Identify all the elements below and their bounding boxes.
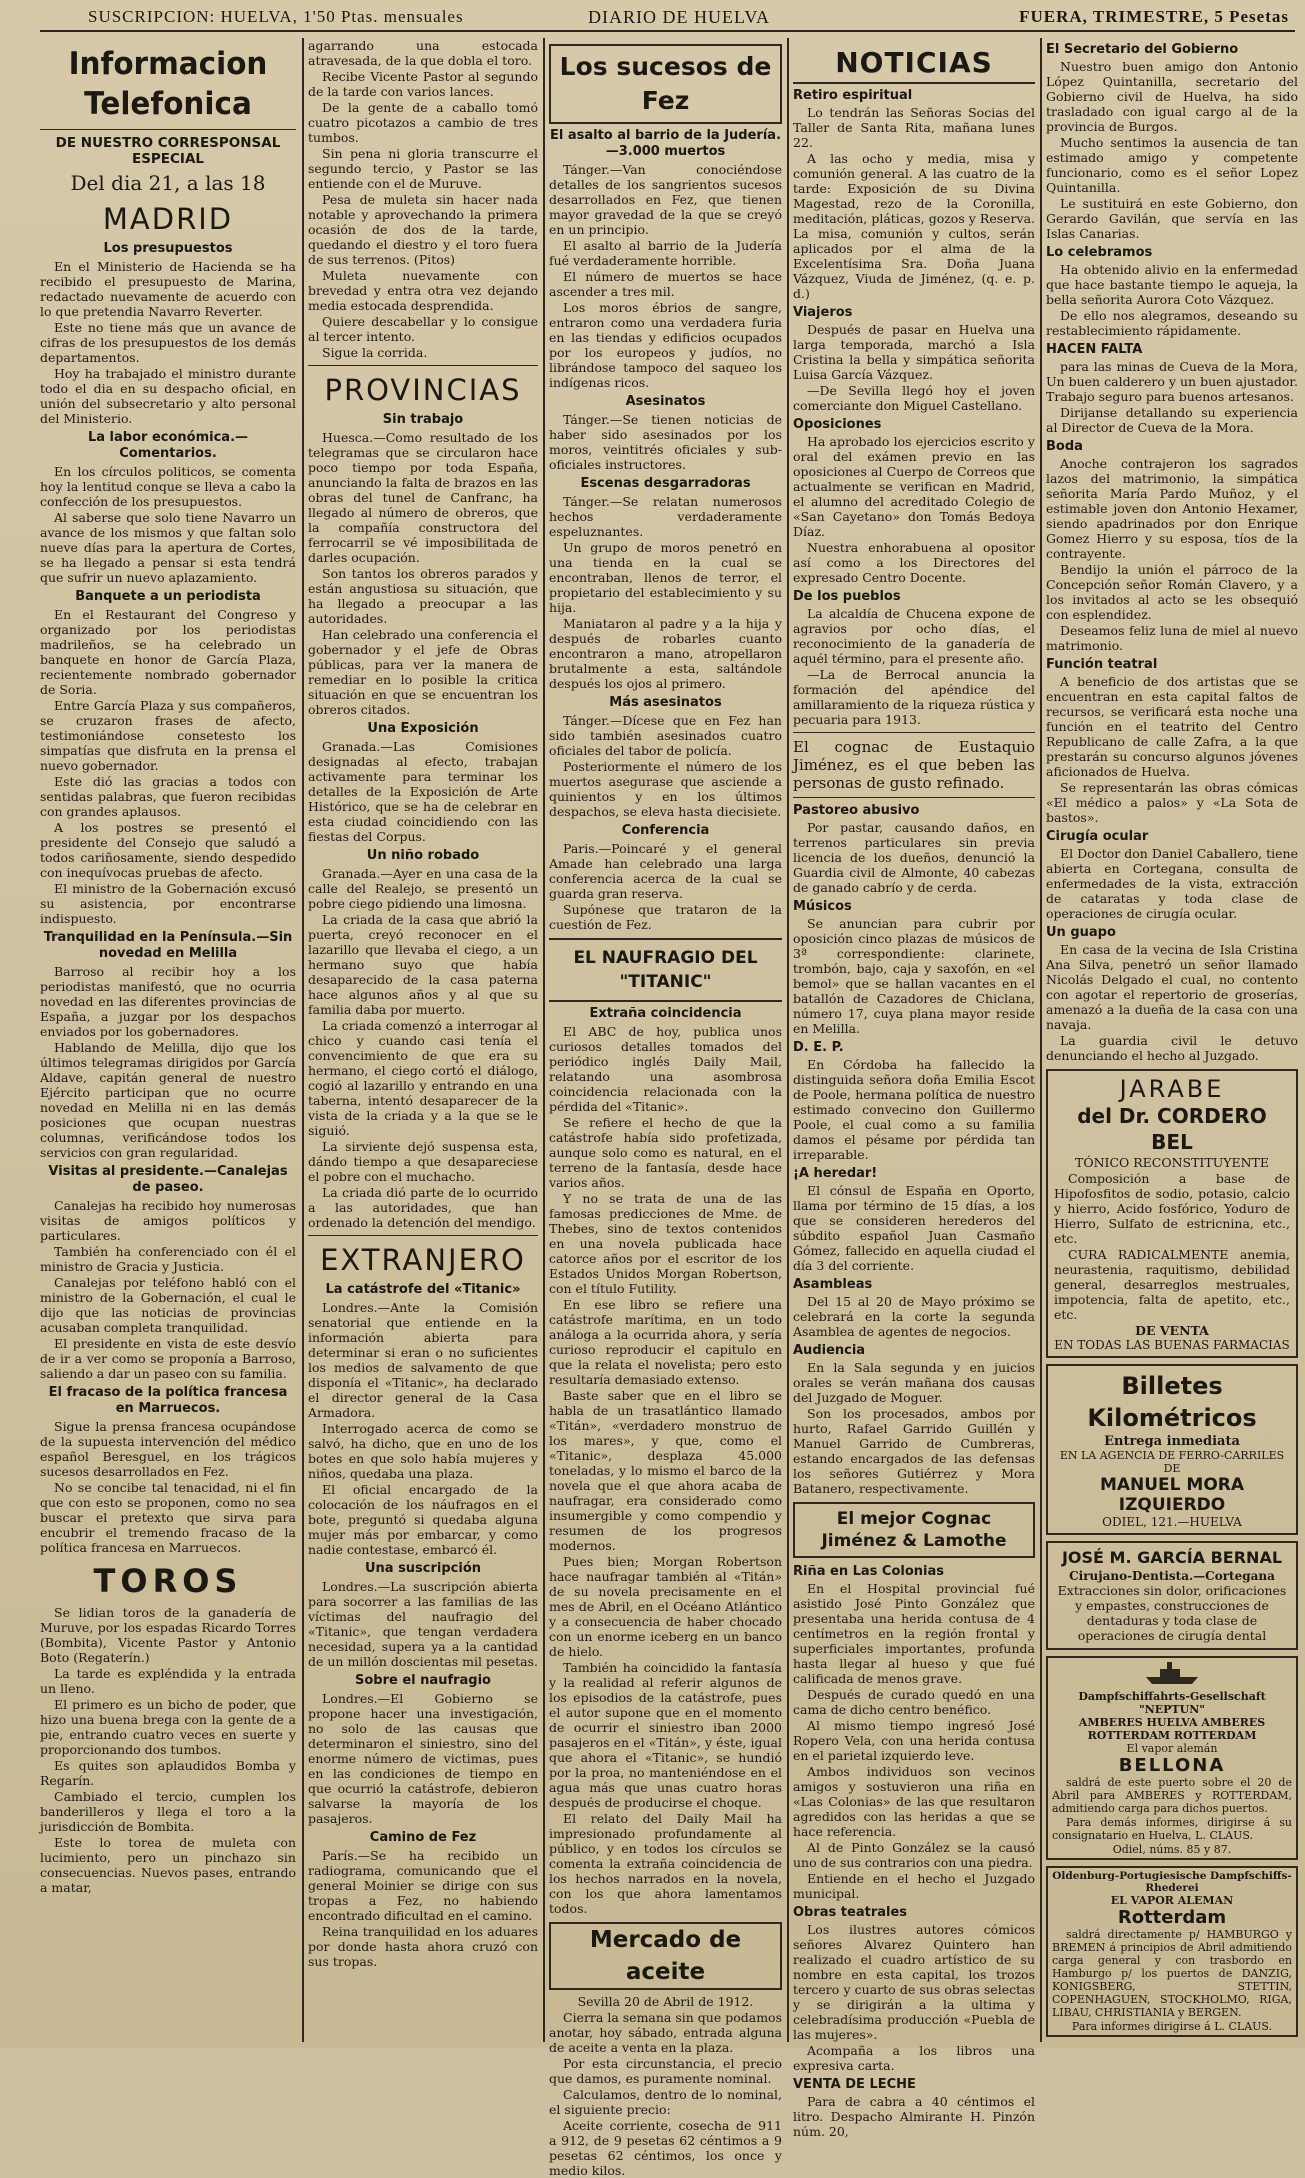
article-paragraph: Por esta circunstancia, el precio que damos, es puramente nominal.: [549, 2056, 782, 2086]
article-heading: El fracaso de la política francesa en Marruecos.: [48, 1385, 288, 1416]
article-paragraph: Maniataron al padre y a la hija y después de robarles cuanto encontraron a mano, atropellaron brutalmente a esta, saltándole después los ojos al primero.: [549, 616, 782, 691]
advert-text: Composición a base de Hipofosfitos de sodio, potasio, calcio y hierro, Acido fosfórico, Yoduro de Hierro, Sulfato de estricnina, etc., etc.: [1054, 1171, 1290, 1246]
article-paragraph: De ello nos alegramos, deseando su restablecimiento rápidamente.: [1046, 308, 1298, 338]
advert-subtitle: TÓNICO RECONSTITUYENTE: [1074, 1155, 1270, 1170]
advert-text: ROTTERDAM ROTTERDAM: [1087, 1729, 1257, 1742]
section-title: Los sucesos de Fez: [549, 44, 782, 124]
outside-subscription: FUERA, TRIMESTRE, 5 Pesetas: [1019, 7, 1289, 26]
article-paragraph: En el Restaurant del Congreso y organizado por los periodistas madrileños, se ha celebrado un banquete en honor de García Plaza, recientemente nombrado gobernador de Soria.: [40, 607, 296, 697]
divider: [308, 365, 538, 366]
article-heading: Banquete a un periodista: [75, 589, 261, 604]
article-paragraph: Canalejas ha recibido hoy numerosas visitas de amigos políticos y particulares.: [40, 1198, 296, 1243]
article-paragraph: Han celebrado una conferencia el gobernador y el jefe de Obras públicas, para ver la manera de remediar en lo posible la critica situación en que se encuentran los obreros citados.: [308, 627, 538, 717]
ship-icon: [1142, 1660, 1202, 1686]
article-heading: Oposiciones: [793, 417, 882, 432]
article-paragraph: Barroso al recibir hoy a los periodistas manifestó, que no ocurria novedad en las diferentes provincias de España, a juzgar por los despachos enviados por los gobernadores.: [40, 964, 296, 1039]
article-paragraph: El cónsul de España en Oporto, llama por término de 15 días, a los que se consideren herederos del súbdito español Juan Casmaño Gómez, fallecido en aquella ciudad el día 3 del corriente.: [793, 1183, 1035, 1273]
article-heading: Visitas al presidente.—Canalejas de paseo.: [48, 1164, 288, 1195]
article-heading: Más asesinatos: [609, 695, 722, 710]
article-paragraph: Granada.—Ayer en una casa de la calle del Realejo, se presentó un pobre ciego pidiendo una limosna.: [308, 866, 538, 911]
advert-title: del Dr. CORDERO BEL: [1077, 1104, 1267, 1154]
advert-text: EL VAPOR ALEMAN: [1110, 1894, 1234, 1907]
article-paragraph: Este dió las gracias a todos con sentidas palabras, que fueron recibidas con grandes aplausos.: [40, 774, 296, 819]
advert-text: saldrá de este puerto sobre el 20 de Abril para AMBERES y ROTTERDAM, admitiendo carga para dichos puertos.: [1052, 1776, 1292, 1815]
section-title: TOROS: [93, 1562, 243, 1600]
advert-text: Odiel, núms. 85 y 87.: [1112, 1843, 1232, 1856]
article-paragraph: Del 15 al 20 de Mayo próximo se celebrará en la corte la segunda Asamblea de agentes de negocios.: [793, 1294, 1035, 1339]
article-heading: Conferencia: [621, 823, 710, 838]
article-heading: Sobre el naufragio: [355, 1673, 491, 1688]
article-paragraph: —De Sevilla llegó hoy el joven comerciante don Miguel Castellano.: [793, 383, 1035, 413]
advert-text: Para informes dirigirse á L. CLAUS.: [1071, 2020, 1273, 2033]
article-paragraph: Cierra la semana sin que podamos anotar, hoy sábado, entrada alguna de aceite a venta en la plaza.: [549, 2010, 782, 2055]
section-title: EL NAUFRAGIO DEL "TITANIC": [549, 938, 782, 1002]
column-3: [549, 38, 782, 2178]
article-paragraph: Es quites son aplaudidos Bomba y Regarín.: [40, 1758, 296, 1788]
cognac-advert: El cognac de Eustaquio Jiménez, es el que beben las personas de gusto refinado.: [793, 738, 1035, 792]
article-heading: El Secretario del Gobierno: [1046, 42, 1239, 57]
article-paragraph: El asalto al barrio de la Judería fué verdaderamente horrible.: [549, 238, 782, 268]
article-paragraph: Sigue la prensa francesa ocupándose de la supuesta intervención del médico español Beresguel, en los trágicos sucesos desarrollados en Fez.: [40, 1419, 296, 1479]
article-paragraph: El primero es un bicho de poder, que hizo una buena brega con la gente de a pie, entrando cuatro veces en suerte y proporcionando dos tumbos.: [40, 1697, 296, 1757]
article-paragraph: En la Sala segunda y en juicios orales se verán mañana dos causas del Juzgado de Moguer.: [793, 1360, 1035, 1405]
advert-box: [793, 1502, 1035, 1558]
article-paragraph: Pesa de muleta sin hacer nada notable y aprovechando la primera ocasión de dos de la tarde, quedando el diestro y el toro fuera de sus terrenos. (Pitos): [308, 192, 538, 267]
article-paragraph: Pues bien; Morgan Robertson hace naufragar también al «Titán» de su novela precisamente en el mes de Abril, en el Océano Atlántico y a consecuencia de haber chocado con un enorme iceberg en un banco de hielo.: [549, 1554, 782, 1659]
article-heading: Función teatral: [1046, 657, 1158, 672]
article-heading: Un guapo: [1046, 925, 1116, 940]
article-paragraph: Acompaña a los libros una expresiva carta.: [793, 2043, 1035, 2073]
section-title: Informacion Telefonica: [68, 46, 268, 122]
article-paragraph: Entre García Plaza y sus compañeros, se cruzaron frases de afecto, testimoniándose consetesto los simpatías que disfruta en la prensa el nuevo gobernador.: [40, 698, 296, 773]
article-heading: HACEN FALTA: [1046, 342, 1143, 357]
article-heading: Asesinatos: [625, 394, 706, 409]
advert-text: El vapor alemán: [1126, 1742, 1218, 1755]
article-paragraph: Londres.—Ante la Comisión senatorial que entiende en la información abierta para determinar si eran o no suficientes los medios de salvamento de que disponía el «Titanic», ha declarado el director general de la Casa Armadora.: [308, 1300, 538, 1420]
paper-name: DIARIO DE HUELVA: [588, 7, 770, 27]
article-paragraph: Deseamos feliz luna de miel al nuevo matrimonio.: [1046, 623, 1298, 653]
column-rule: [302, 38, 304, 2042]
advert-text: Cirujano-Dentista.—Cortegana: [1069, 1569, 1275, 1583]
dateline: Del dia 21, a las 18: [70, 171, 266, 195]
article-paragraph: Este no tiene más que un avance de cifras de los presupuestos de los demás departamentos.: [40, 320, 296, 365]
article-paragraph: La criada dió parte de lo ocurrido a las autoridades, que han ordenado la detención del mendigo.: [308, 1185, 538, 1230]
article-paragraph: Anoche contrajeron los sagrados lazos del matrimonio, la simpática señorita María Pardo Muñoz, y el estimable joven don Antonio Hexamer, siendo apadrinados por don Enrique Gomez Hierro y su esposa, tíos de la contrayente.: [1046, 456, 1298, 561]
article-heading: Riña en Las Colonias: [793, 1564, 945, 1579]
article-paragraph: Paris.—Poincaré y el general Amade han celebrado una larga conferencia acerca de la cual se guarda gran reserva.: [549, 841, 782, 901]
article-paragraph: Londres.—La suscripción abierta para socorrer a las familias de las víctimas del naufragio del «Titanic», que tengan verdadera necesidad, supera ya a la cantidad de un millón doscientas mil pesetas.: [308, 1579, 538, 1669]
billetes-advert: [1046, 1364, 1298, 1535]
advert-text: MANUEL MORA IZQUIERDO: [1099, 1475, 1245, 1515]
advert-text: Para demás informes, dirigirse á su consignatario en Huelva, L. CLAUS.: [1052, 1816, 1292, 1842]
article-heading: Cirugía ocular: [1046, 829, 1149, 844]
article-paragraph: Cambiado el tercio, cumplen los banderilleros y llega el toro a la jurisdicción de Bombita.: [40, 1789, 296, 1834]
article-paragraph: Y no se trata de una de las famosas predicciones de Mme. de Thebes, sino de textos contenidos en una novela publicada hace catorce años por el escritor de los Estados Unidos Morgan Robertson, con el título Futility.: [549, 1191, 782, 1296]
dateline: Sevilla 20 de Abril de 1912.: [577, 1994, 754, 2009]
article-heading: ¡A heredar!: [793, 1166, 878, 1181]
article-paragraph: Se refiere el hecho de que la catástrofe había sido profetizada, aunque solo como es natural, en el terreno de la fantasía, desde hace varios años.: [549, 1115, 782, 1190]
article-paragraph: Quiere descabellar y lo consigue al tercer intento.: [308, 314, 538, 344]
article-heading: La catástrofe del «Titanic»: [325, 1282, 521, 1297]
article-paragraph: Se representarán las obras cómicas «El médico a palos» y «La Sota de bastos».: [1046, 780, 1298, 825]
section-subtitle: DE NUESTRO CORRESPONSAL ESPECIAL: [55, 135, 281, 167]
article-heading: De los pueblos: [793, 589, 901, 604]
article-paragraph: El Doctor don Daniel Caballero, tiene abierta en Cortegana, consulta de enfermedades de la vista, extracción de cataratas y toda clase de operaciones de cirugía ocular.: [1046, 846, 1298, 921]
advert-title: Rotterdam: [1117, 1907, 1227, 1928]
article-paragraph: Después de pasar en Huelva una larga temporada, marchó a Isla Cristina la bella y simpática señorita Luisa García Vázquez.: [793, 322, 1035, 382]
article-paragraph: En el Hospital provincial fué asistido José Pinto González que presentaba una herida contusa de 4 centímetros en la región frontal y superficiales importantes, profunda hasta llegar al hueso y que fué calificada de menos grave.: [793, 1581, 1035, 1686]
article-paragraph: Ha obtenido alivio en la enfermedad que hace bastante tiempo le aqueja, la bella señorita Aurora Coto Vázquez.: [1046, 262, 1298, 307]
article-paragraph: Granada.—Las Comisiones designadas al efecto, trabajan activamente para terminar los detalles de la Exposición de Arte Histórico, que se ha de celebrar en esta ciudad coincidiendo con las fiestas del Corpus.: [308, 739, 538, 844]
article-paragraph: Al de Pinto González se la causó uno de sus contrarios con una piedra.: [793, 1840, 1035, 1870]
city-heading: MADRID: [102, 202, 234, 236]
article-heading: D. E. P.: [793, 1040, 844, 1055]
section-title: Mercado de aceite: [549, 1922, 782, 1990]
divider: [793, 732, 1035, 733]
article-paragraph: Lo tendrán las Señoras Socias del Taller de Santa Rita, mañana lunes 22.: [793, 105, 1035, 150]
divider: [308, 1235, 538, 1236]
column-5: [1046, 38, 1298, 2042]
article-paragraph: La guardia civil le detuvo denunciando el hecho al Juzgado.: [1046, 1033, 1298, 1063]
article-paragraph: Tánger.—Dícese que en Fez han sido también asesinados cuatro oficiales del tabor de policía.: [549, 713, 782, 758]
article-heading: VENTA DE LECHE: [793, 2077, 916, 2092]
article-paragraph: Son tantos los obreros parados y están angustiosa su situación, que ha llegado a preocupar a las autoridades.: [308, 566, 538, 626]
article-heading: La labor económica.—Comentarios.: [87, 430, 249, 461]
jarabe-advert: [1046, 1069, 1298, 1358]
advert-title: JOSÉ M. GARCÍA BERNAL: [1061, 1548, 1283, 1567]
article-paragraph: Recibe Vicente Pastor al segundo de la tarde con varios lances.: [308, 69, 538, 99]
article-paragraph: Canalejas por teléfono habló con el ministro de la Gobernación, el cual le dijo que las noticias de provincias acusaban completa tranquilidad.: [40, 1275, 296, 1335]
advert-text: CURA RADICALMENTE anemia, neurastenia, raquitismo, debilidad general, desarreglos mestruales, impotencia, falta de apetito, etc., etc.: [1054, 1247, 1290, 1322]
article-paragraph: Los ilustres autores cómicos señores Alvarez Quintero han realizado el cuadro artístico de su nombre en esta capital, los trozos tercero y cuarto de sus obras selectas y se dirigirán a la ultima y celebradísima producción «Puebla de las mujeres».: [793, 1922, 1035, 2042]
article-paragraph: El relato del Daily Mail ha impresionado profundamente al público, y en todos los círculos se comenta la extraña coincidencia de los hechos narrados en la novela, con los que ahora lamentamos todos.: [549, 1811, 782, 1916]
article-heading: Lo celebramos: [1046, 245, 1153, 260]
column-4: [793, 38, 1035, 2139]
advert-text: Extracciones sin dolor, orificaciones y empastes, construcciones de dentaduras y toda clase de operaciones de cirugía dental: [1057, 1583, 1287, 1643]
neptun-advert: [1046, 1656, 1298, 1860]
masthead-line: [40, 4, 1295, 32]
article-paragraph: agarrando una estocada atravesada, de la que dobla el toro.: [308, 38, 538, 68]
article-heading: Asambleas: [793, 1277, 873, 1292]
article-paragraph: En ese libro se refiere una catástrofe marítima, en un todo análoga a la ocurrida ahora, y sería curioso reproducir el capitulo en que la relata el novelista; pero esto resultaría demasiado extenso.: [549, 1297, 782, 1387]
article-paragraph: La sirviente dejó suspensa esta, dándo tiempo a que desapareciese el pobre con el muchacho.: [308, 1139, 538, 1184]
column-rule: [543, 38, 545, 2042]
article-heading: Sin trabajo: [382, 412, 464, 427]
article-paragraph: Se lidian toros de la ganadería de Muruve, por los espadas Ricardo Torres (Bombita), Vicente Pastor y Antonio Boto (Regaterín.): [40, 1605, 296, 1665]
article-paragraph: La tarde es expléndida y la entrada un lleno.: [40, 1666, 296, 1696]
article-paragraph: Baste saber que en el libro se habla de un trasatlántico llamado «Titán», «verdadero monstruo de los mares», y que, como el «Titanic», desplaza 45.000 toneladas, y lo mismo el barco de la novela que el que ahora acaba de naufragar, era considerado como insumergible y como compendio y resumen de los progresos modernos.: [549, 1388, 782, 1553]
article-paragraph: Sin pena ni gloria transcurre el segundo tercio, y Pastor se las entiende con el de Muruve.: [308, 146, 538, 191]
subscription-notice: SUSCRIPCION: HUELVA, 1'50 Ptas. mensuales: [88, 7, 464, 26]
article-paragraph: Londres.—El Gobierno se propone hacer una investigación, no solo de las causas que determinaron el siniestro, sino del enorme número de victimas, pues en las condiciones de tiempo en que ocurrió la catástrofe, debieron salvarse la mayoría de los pasajeros.: [308, 1691, 538, 1826]
article-paragraph: Hablando de Melilla, dijo que los últimos telegramas dirigidos por García Aldave, capitán general de nuestro Ejército participan que no ocurre novedad en Melilla ni en las demás posiciones que ocupan nuestras columnas, verificándose todos los servicios con gran regularidad.: [40, 1040, 296, 1160]
article-paragraph: —La de Berrocal anuncia la formación del apéndice del amillaramiento de la riqueza rústica y pecuaria para 1913.: [793, 667, 1035, 727]
article-paragraph: Reina tranquilidad en los aduares por donde hasta ahora cruzó con sus tropas.: [308, 1924, 538, 1969]
column-1: [40, 38, 296, 2042]
article-paragraph: En los círculos politicos, se comenta hoy la lentitud conque se lleva a cabo la confección de los presupuestos.: [40, 464, 296, 509]
article-paragraph: para las minas de Cueva de la Mora, Un buen calderero y un buen ajustador. Trabajo seguro para buenos artesanos.: [1046, 359, 1298, 404]
advert-text: Entrega inmediata: [1104, 1434, 1240, 1449]
article-paragraph: En casa de la vecina de Isla Cristina Ana Silva, penetró un señor llamado Nicolás Delgado el cual, no contento con agotar el repertorio de groserías, amenazó a la dueña de la casa con una navaja.: [1046, 942, 1298, 1032]
column-rule: [787, 38, 789, 2042]
article-paragraph: Interrogado acerca de como se salvó, ha dicho, que en uno de los botes en que solo había mujeres y niños, quedaba una plaza.: [308, 1421, 538, 1481]
article-heading: Extraña coincidencia: [589, 1006, 742, 1021]
article-paragraph: Muleta nuevamente con brevedad y entra otra vez dejando media estocada desprendida.: [308, 268, 538, 313]
article-heading: Escenas desgarradoras: [580, 476, 751, 491]
section-title: PROVINCIAS: [324, 373, 522, 407]
article-paragraph: A los postres se presentó el presidente del Consejo que saludó a todos cariñosamente, siendo despedido con inequívocas pruebas de afecto.: [40, 820, 296, 880]
article-paragraph: Entiende en el hecho el Juzgado municipal.: [793, 1871, 1035, 1901]
article-paragraph: El ministro de la Gobernación excusó su asistencia, por encontrarse indispuesto.: [40, 881, 296, 926]
article-paragraph: También ha conferenciado con él el ministro de Gracia y Justicia.: [40, 1244, 296, 1274]
article-paragraph: A beneficio de dos artistas que se encuentran en esta capital faltos de recursos, se verificará esta noche una función en el teatrito del Centro Republicano de calle Zafra, a la que prestarán su concurso algunos jóvenes aficionados de Huelva.: [1046, 674, 1298, 779]
article-paragraph: Sigue la corrida.: [322, 345, 428, 360]
advert-text: AMBERES HUELVA AMBERES: [1078, 1716, 1266, 1729]
article-paragraph: El presidente en vista de este desvío de ir a ver como se proponía a Barroso, saliendo a dar un paseo con su familia.: [40, 1336, 296, 1381]
article-heading: Retiro espiritual: [793, 88, 913, 103]
article-heading: Una suscripción: [364, 1561, 482, 1576]
advert-text: ODIEL, 121.—HUELVA: [1102, 1515, 1242, 1529]
article-heading: Músicos: [793, 899, 852, 914]
advert-text: saldrá directamente p/ HAMBURGO y BREMEN á principios de Abril admitiendo carga general y con trasbordo en Hamburgo p/ los puertos de DANZIG, KONIGSBERG, STETTIN, COPENHAGUEN, STOCKHOLMO, RIGA, LIBAU, CHRISTIANIA y BERGEN.: [1052, 1928, 1292, 2019]
article-heading: Boda: [1046, 439, 1083, 454]
article-paragraph: Se anuncian para cubrir por oposición cinco plazas de músicos de 3ª correspondiente: clarinete, trombón, bajo, caja y saxofón, en «el bemol» que se hallan vacantes en el batallón de Cazadores de Chiclana, número 17, cuya plana mayor reside en Melilla.: [793, 916, 1035, 1036]
dentist-advert: [1046, 1541, 1298, 1650]
article-paragraph: La criada de la casa que abrió la puerta, creyó reconocer en el lazarillo que llevaba el ciego, a un hermano suyo que había desaparecido de la casa paterna hace algunos años y al que su familia daba por muerto.: [308, 912, 538, 1017]
article-paragraph: En el Ministerio de Hacienda se ha recibido el presupuesto de Marina, redactado nuevamente de acuerdo con lo que pretendia Navarro Reverter.: [40, 259, 296, 319]
mejor-cognac-advert: El mejor Cognac Jiménez & Lamothe: [821, 1509, 1007, 1551]
article-paragraph: Ha aprobado los ejercicios escrito y oral del exámen previo en las oposiciones al Cuerpo de Correos que actualmente se verifican en Madrid, el alumno del acreditado Colegio de «San Cayetano» don Tomás Bedoya Díaz.: [793, 434, 1035, 539]
advert-text: DE VENTA: [1135, 1323, 1209, 1338]
article-paragraph: Dirijanse detallando su experiencia al Director de Cueva de la Mora.: [1046, 405, 1298, 435]
advert-text: EN LA AGENCIA DE FERRO-CARRILES DE: [1059, 1449, 1285, 1475]
article-paragraph: Calculamos, dentro de lo nominal, el siguiente precio:: [549, 2087, 782, 2117]
article-paragraph: Nuestra enhorabuena al opositor así como a los Directores del expresado Centro Docente.: [793, 540, 1035, 585]
article-paragraph: Mucho sentimos la ausencia de tan estimado amigo y competente funcionario, como es el señor Lopez Quintanilla.: [1046, 135, 1298, 195]
article-paragraph: A las ocho y media, misa y comunión general. A las cuatro de la tarde: Exposición de su Divina Magestad, rezo de la Coronilla, meditación, pláticas, gozos y Reserva. La misa, comunión y cultos, serán aplicados por el alma de la Excelentísima Sra. Doña Juana Vázquez, Viuda de Jiménez, (q. e. p. d.): [793, 151, 1035, 301]
article-paragraph: En Córdoba ha fallecido la distinguida señora doña Emilia Escot de Poole, hermana política de nuestro estimado convecino don Guillermo Poole, el cual como a su familia damos el pésame por pérdida tan irreparable.: [793, 1057, 1035, 1162]
advert-text: EN TODAS LAS BUENAS FARMACIAS: [1054, 1338, 1290, 1352]
article-paragraph: El oficial encargado de la colocación de los náufragos en el bote, preguntó si quedaba alguna mujer más por embarcar, y como nadie contestase, embarcó él.: [308, 1482, 538, 1557]
article-heading: Una Exposición: [367, 721, 479, 736]
article-paragraph: Le sustituirá en este Gobierno, don Gerardo Gavilán, que servía en las Islas Canarias.: [1046, 196, 1298, 241]
article-paragraph: También ha coincidido la fantasía y la realidad al referir algunos de los episodios de la catástrofe, pues el autor supone que en el momento de ocurrir el siniestro iban 2000 pasajeros en el «Titán», y éste, igual que ahora el «Titanic», se hundió por la proa, no manteniéndose en el agua más que unas cuatro horas después de producirse el choque.: [549, 1660, 782, 1810]
article-paragraph: Supónese que trataron de la cuestión de Fez.: [549, 902, 782, 932]
section-title: EXTRANJERO: [320, 1243, 526, 1277]
article-heading: Camino de Fez: [369, 1830, 477, 1845]
article-paragraph: Huesca.—Como resultado de los telegramas que se circularon hace poco tiempo por toda España, anunciando la falta de brazos en las obras del tunel de Canfranc, ha llegado al número de obreros, que la compañía constructora del ferrocarril se vé imposibilitada de darles ocupación.: [308, 430, 538, 565]
article-paragraph: Un grupo de moros penetró en una tienda en la cual se encontraban, llenos de terror, el propietario del establecimiento y su hija.: [549, 540, 782, 615]
article-heading: Los presupuestos: [103, 241, 233, 256]
article-paragraph: Bendijo la unión el párroco de la Concepción señor Román Clavero, y a los invitados al acto se les obsequió con esplendidez.: [1046, 562, 1298, 622]
article-paragraph: De la gente de a caballo tomó cuatro picotazos a cambio de tres tumbos.: [308, 100, 538, 145]
article-heading: Obras teatrales: [793, 1905, 908, 1920]
article-heading: Tranquilidad en la Península.—Sin novedad en Melilla: [43, 930, 293, 961]
article-paragraph: Por pastar, causando daños, en terrenos particulares sin previa licencia de los dueños, denunció la Guardia civil de Almonte, 40 cabezas de ganado cabrío y de cerda.: [793, 820, 1035, 895]
advert-title: Billetes Kilométricos: [1087, 1372, 1257, 1432]
divider: [793, 797, 1035, 798]
article-paragraph: Tánger.—Van conociéndose detalles de los sangrientos sucesos desarrollados en Fez, que tienen mayor gravedad de la que se creyó en un principio.: [549, 162, 782, 237]
advert-text: Dampfschiffahrts-Gesellschaft "NEPTUN": [1078, 1690, 1266, 1716]
article-paragraph: Son los procesados, ambos por hurto, Rafael Garrido Guillén y Manuel Garrido de Cumbreras, estando encargados de las defensas los señores Gutiérrez y Mora Batanero, respectivamente.: [793, 1406, 1035, 1496]
oldenburg-advert: [1046, 1866, 1298, 2037]
article-paragraph: El ABC de hoy, publica unos curiosos detalles tomados del periódico inglés Daily Mail, relatando una asombrosa coincidencia relacionada con la pérdida del «Titanic».: [549, 1024, 782, 1114]
column-2: [308, 38, 538, 2042]
article-paragraph: Los moros ébrios de sangre, entraron como una verdadera furia en las tiendas y edificios ocupados por los europeos y judíos, no librándose tampoco del saqueo los indígenas ricos.: [549, 300, 782, 390]
article-paragraph: Tánger.—Se tienen noticias de haber sido asesinados por los moros, veintitrés oficiales y sub-oficiales instructores.: [549, 412, 782, 472]
article-paragraph: París.—Se ha recibido un radiograma, comunicando que el general Moinier se dirige con sus tropas a Fez, no habiendo encontrado dificultad en el camino.: [308, 1848, 538, 1923]
article-paragraph: Después de curado quedó en una cama de dicho centro benéfico.: [793, 1687, 1035, 1717]
article-paragraph: Este lo torea de muleta con lucimiento, pero un pinchazo sin consecuencias. Nuevos pases, entrando a matar,: [40, 1835, 296, 1895]
article-paragraph: Para de cabra a 40 céntimos el litro. Despacho Almirante H. Pinzón núm. 20,: [793, 2094, 1035, 2139]
article-heading: Viajeros: [793, 305, 853, 320]
article-paragraph: Ambos individuos son vecinos amigos y sostuvieron una riña en «Las Colonias» de las que resultaron agredidos con las heridas a que se hace referencia.: [793, 1764, 1035, 1839]
article-paragraph: Aceite corriente, cosecha de 911 a 912, de 9 pesetas 62 céntimos a 9 pesetas 62 céntimos, los once y medio kilos.: [549, 2118, 782, 2178]
article-paragraph: Posteriormente el número de los muertos asegurase que asciende a quinientos y en los últimos despachos, se eleva hasta diecisiete.: [549, 759, 782, 819]
article-heading: Pastoreo abusivo: [793, 803, 920, 818]
article-heading: Audiencia: [793, 1343, 866, 1358]
article-paragraph: Nuestro buen amigo don Antonio López Quintanilla, secretario del Gobierno civil de Huelva, ha sido trasladado con igual cargo al de la provincia de Burgos.: [1046, 59, 1298, 134]
article-paragraph: La criada comenzó a interrogar al chico y cuando casi tenía el convencimiento de que era su hermano, el ciego cortó el diálogo, cogió al lazarillo y entrando en una taberna, intentó desaparecer de la vista de la criada y a la que se le siguió.: [308, 1018, 538, 1138]
article-paragraph: Hoy ha trabajado el ministro durante todo el dia en su despacho oficial, en unión del subsecretario y alto personal del Ministerio.: [40, 366, 296, 426]
advert-title: JARABE: [1119, 1075, 1225, 1103]
section-title: NOTICIAS: [793, 44, 1035, 84]
article-heading: El asalto al barrio de la Judería.—3.000 muertos: [549, 128, 782, 159]
article-paragraph: La alcaldía de Chucena expone de agravios por ocho días, el reconocimiento de la ganadería de aquél término, para el presente año.: [793, 606, 1035, 666]
article-paragraph: Tánger.—Se relatan numerosos hechos verdaderamente espeluznantes.: [549, 494, 782, 539]
article-paragraph: Al mismo tiempo ingresó José Ropero Vela, con una herida contusa en el parietal izquierdo leve.: [793, 1718, 1035, 1763]
advert-text: Oldenburg-Portugiesische Dampfschiffs-Rhederei: [1052, 1870, 1292, 1894]
column-rule: [1040, 38, 1042, 2042]
article-paragraph: El número de muertos se hace ascender a tres mil.: [549, 269, 782, 299]
advert-title: BELLONA: [1118, 1755, 1226, 1776]
divider: [40, 129, 296, 130]
article-heading: Un niño robado: [366, 848, 480, 863]
article-paragraph: No se concibe tal tenacidad, ni el fin que con esto se proponen, como no sea buscar el pretexto que sirva para encubrir el tremendo fracaso de la política francesa en Marruecos.: [40, 1480, 296, 1555]
article-paragraph: Al saberse que solo tiene Navarro un avance de los mismos y que faltan solo nueve días para la apertura de Cortes, se ha llegado a pensar si esta tendrá que sufrir un nuevo aplazamiento.: [40, 510, 296, 585]
